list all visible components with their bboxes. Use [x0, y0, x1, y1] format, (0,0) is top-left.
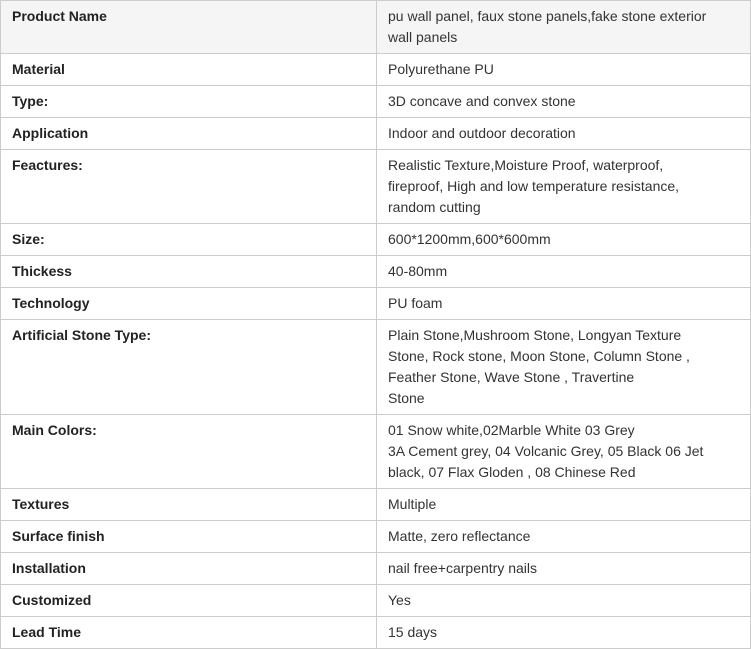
row-value [377, 86, 751, 118]
table-row [1, 617, 751, 649]
table-row [1, 585, 751, 617]
value-line: Feather Stone, Wave Stone , Travertine [388, 369, 635, 385]
row-label: Product Name [1, 1, 377, 54]
row-value [377, 320, 751, 415]
table-row [1, 553, 751, 585]
row-label: Application [1, 118, 377, 150]
value-line: 15 days [388, 624, 438, 640]
value-line: Polyurethane PU [388, 61, 494, 77]
value-line: random cutting [388, 199, 481, 215]
value-line: wall panels [388, 29, 458, 45]
row-value [377, 150, 751, 224]
table-row [1, 489, 751, 521]
row-value [377, 415, 751, 489]
row-value [377, 54, 751, 86]
value-line: Stone [388, 390, 425, 406]
row-value [377, 553, 751, 585]
row-label: Material [1, 54, 377, 86]
row-label: Customized [1, 585, 377, 617]
spec-table-body [1, 1, 751, 649]
value-line: 3D concave and convex stone [388, 93, 576, 109]
row-value [377, 1, 751, 54]
value-line: black, 07 Flax Gloden , 08 Chinese Red [388, 464, 636, 480]
row-label: Type: [1, 86, 377, 118]
table-row [1, 256, 751, 288]
row-value [377, 256, 751, 288]
table-row [1, 288, 751, 320]
table-row [1, 54, 751, 86]
table-row [1, 1, 751, 54]
row-label: Technology [1, 288, 377, 320]
row-label: Textures [1, 489, 377, 521]
table-row [1, 415, 751, 489]
table-row [1, 320, 751, 415]
row-value [377, 585, 751, 617]
value-line: Matte, zero reflectance [388, 528, 531, 544]
value-line: Yes [388, 592, 411, 608]
value-line: Plain Stone,Mushroom Stone, Longyan Texture [388, 327, 682, 343]
value-line: Indoor and outdoor decoration [388, 125, 576, 141]
row-value [377, 224, 751, 256]
row-value [377, 118, 751, 150]
value-line: 3A Cement grey, 04 Volcanic Grey, 05 Black 06 Jet [388, 443, 704, 459]
row-label: Main Colors: [1, 415, 377, 489]
row-label: Artificial Stone Type: [1, 320, 377, 415]
table-row [1, 224, 751, 256]
value-line: Realistic Texture,Moisture Proof, waterproof, [388, 157, 664, 173]
row-label: Installation [1, 553, 377, 585]
row-label: Size: [1, 224, 377, 256]
table-row [1, 86, 751, 118]
value-line: 600*1200mm,600*600mm [388, 231, 551, 247]
value-line: PU foam [388, 295, 443, 311]
value-line: 40-80mm [388, 263, 448, 279]
value-line: pu wall panel, faux stone panels,fake stone exterior [388, 8, 707, 24]
row-label: Surface finish [1, 521, 377, 553]
row-value [377, 521, 751, 553]
row-value [377, 617, 751, 649]
row-label: Feactures: [1, 150, 377, 224]
value-line: Stone, Rock stone, Moon Stone, Column Stone , [388, 348, 690, 364]
row-value [377, 489, 751, 521]
value-line: nail free+carpentry nails [388, 560, 538, 576]
table-row [1, 150, 751, 224]
value-line: 01 Snow white,02Marble White 03 Grey [388, 422, 635, 438]
row-label: Thickess [1, 256, 377, 288]
row-label: Lead Time [1, 617, 377, 649]
row-value [377, 288, 751, 320]
value-line: fireproof, High and low temperature resistance, [388, 178, 680, 194]
table-row [1, 521, 751, 553]
table-row [1, 118, 751, 150]
value-line: Multiple [388, 496, 437, 512]
